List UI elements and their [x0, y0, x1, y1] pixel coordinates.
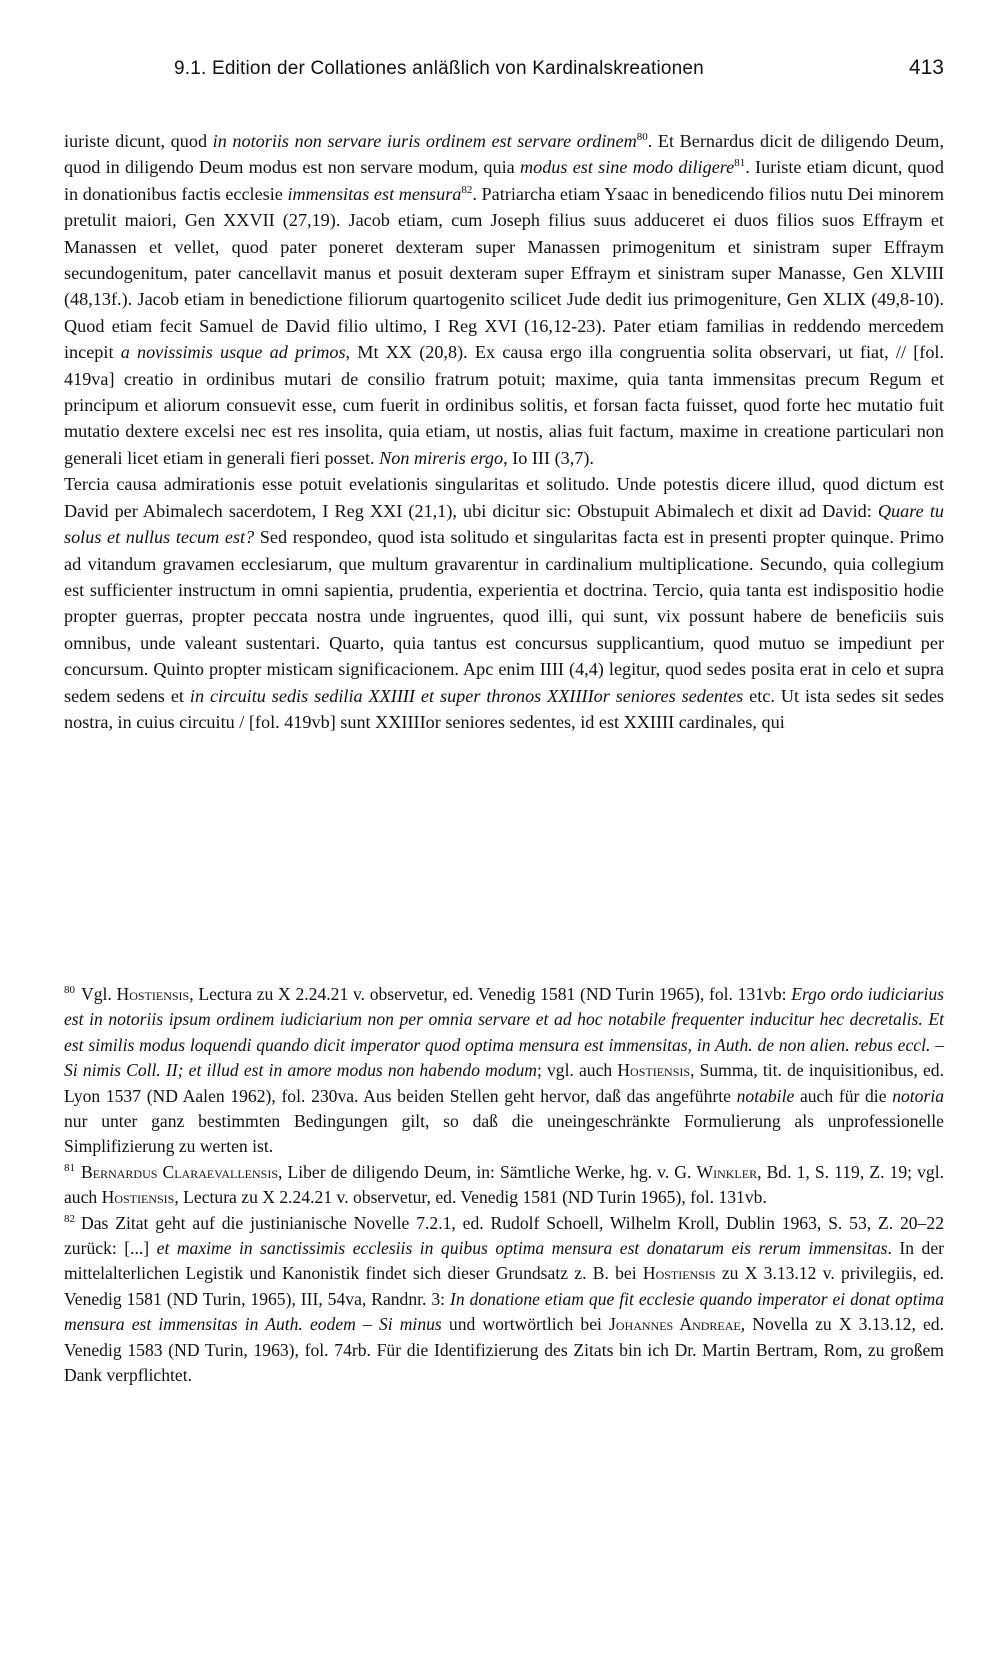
text-run: iuriste dicunt, quod — [64, 131, 213, 151]
term: notoria — [892, 1085, 944, 1106]
quotation: immensitas est mensura — [287, 183, 462, 204]
text-run: , Lectura zu X 2.24.21 v. observetur, ed. Venedig 1581 (ND Turin 1965), fol. 131vb. — [174, 1187, 767, 1208]
footnote-80 — [64, 982, 944, 1160]
paragraph-2 — [64, 471, 944, 735]
text-run: , Novella zu X 3.13.12, ed. Venedig 1583 (ND Turin, 1963), fol. 74rb. Für die Identifizierung des Zitats bin ich Dr. Martin Bertram, Rom, zu großem Dank verpflichtet. — [64, 1314, 944, 1386]
footnote-ref[interactable]: 81 — [734, 157, 746, 170]
text-run: , Lectura zu X 2.24.21 v. observetur, ed. Venedig 1581 (ND Turin 1965), fol. 131vb: — [189, 984, 792, 1004]
footnote-81 — [64, 1160, 944, 1211]
author-name: Hostiensis — [617, 1060, 691, 1081]
quotation: in notoriis non servare iuris ordinem est servare ordinem — [212, 131, 637, 151]
book-page — [64, 52, 944, 1642]
author-name: Winkler — [696, 1161, 758, 1182]
text-run: , Mt XX (20,8). Ex causa ergo illa congruentia solita observari, ut fiat, // [fol. 419va] creatio in ordinibus mutari de consilio fratrum potuit; maxime, quia tanta immensitas precum Regum et principum et aliorum consuevit esse, cum fuerit in ordinibus solitis, et forsan facta fuisset, quod forte hec mutatio fuit mutatio dextere excelsi nec est res insolita, quia etiam, ut nostis, alias fuit factum, maxime in creatione particulari non generali licet etiam in generali fieri posset. — [64, 342, 945, 468]
text-run: , Bd. 1, S. 119, Z. 19; vgl. auch — [64, 1161, 945, 1208]
page-number: 413 — [908, 56, 944, 79]
quotation: et maxime in sanctissimis ecclesiis in quibus optima mensura est donatarum eis rerum immensitas — [156, 1238, 888, 1259]
running-head — [64, 52, 944, 92]
text-run: Sed respondeo, quod ista solitudo et singularitas facta est in presenti propter quinque. Primo ad vitandum gravamen ecclesiarum, que multum gravarentur in cardinalium multiplicatione. Secundo, quia collegium est sufficienter instructum in omni sapientia, prudentia, experientia et doctrina. Tercio, quia tanta est indispositio hodie propter guerras, propter peccata nostra unde ingruentes, quod illi, qui sunt, vix possunt habere de beneficiis suis omnibus, unde valeant sustentari. Quarto, quia tantus est concursus supplicantium, quod mutuo se impediunt per concursum. Quinto propter misticam significacionem. Apc enim IIII (4,4) legitur, quod sedes posita erat in celo et supra sedem sedens et — [64, 527, 944, 706]
chapter-title: 9.1. Edition der Collationes anläßlich von Kardinalskreationen — [174, 58, 704, 79]
quotation: in circuitu sedis sedilia XXIIII et super thronos XXIIIIor seniores sedentes — [189, 685, 744, 706]
text-run: , Summa, tit. de inquisitionibus, ed. Lyon 1537 (ND Aalen 1962), fol. 230va. Aus beiden Stellen geht hervor, daß das angeführte — [64, 1060, 944, 1106]
footnote-ref[interactable]: 80 — [636, 130, 648, 143]
text-run: nur unter ganz bestimmten Bedingungen gilt, so daß die uneingeschränkte Formulierung als unprofessionelle Simplifizierung zu werten ist. — [64, 1111, 944, 1157]
main-text — [64, 128, 944, 735]
text-run: , Liber de diligendo Deum, in: Sämtliche Werke, hg. v. G. — [278, 1161, 697, 1182]
text-run: und wortwörtlich bei — [441, 1314, 610, 1335]
quotation: In donatione etiam que fit ecclesie quando imperator ei donat optima mensura est immensitas in Auth. eodem – Si minus — [64, 1288, 944, 1335]
text-run: zu X 3.13.12 v. privilegiis, ed. Venedig 1581 (ND Turin, 1965), III, 54va, Randnr. 3: — [64, 1263, 944, 1309]
author-name: Hostiensis — [116, 984, 190, 1004]
text-run: . In der mittelalterlichen Legistik und Kanonistik findet sich dieser Grundsatz z. B. bei — [64, 1238, 944, 1284]
author-name: Johannes Andreae — [609, 1314, 741, 1335]
footnote-number: 82 — [64, 1212, 75, 1225]
footnote-ref[interactable]: 82 — [461, 183, 473, 196]
text-run: auch für die — [794, 1085, 893, 1106]
paragraph-1 — [64, 128, 944, 471]
text-run: ; vgl. auch — [536, 1060, 618, 1081]
text-run: Das Zitat geht auf die justinianische Novelle 7.2.1, ed. Rudolf Schoell, Wilhelm Kroll, Dublin 1963, S. 53, Z. 20–22 zurück: [...] — [64, 1212, 944, 1259]
text-run: Vgl. — [81, 984, 117, 1004]
quotation: modus est sine modo diligere — [519, 157, 735, 178]
footnote-82 — [64, 1211, 944, 1389]
quotation: a novissimis usque ad primos — [120, 342, 346, 363]
term: notabile — [736, 1085, 795, 1106]
author-name: Bernardus Claraevallensis — [81, 1161, 279, 1182]
text-run: . Iuriste etiam dicunt, quod in donationibus factis ecclesie — [64, 157, 944, 204]
quotation: Non mireris ergo — [379, 447, 504, 468]
quotation: Ergo ordo iudiciarius est in notoriis ipsum ordinem iudiciarium non per omnia servare et ad hoc notabile frequenter inducitur hec decretalis. Et est similis modus loquendi quando dicit imperator quod optima mensura est immensitas, in Auth. de non alien. rebus eccl. – Si nimis Coll. II; et illud est in amore modus non habendo modum — [64, 984, 944, 1081]
text-run: , Io III (3,7). — [503, 447, 594, 468]
footnotes — [64, 982, 944, 1389]
text-run: . Patriarcha etiam Ysaac in benedicendo filios nutu Dei minorem pretulit maiori, Gen XXVII (27,19). Jacob etiam, cum Joseph filius suus adduceret ei duos filios suos Effraym et Manassen et vellet, quod pater poneret dexteram super Manassen primogenitum et sinistram super Effraym secundogenitum, pater cancellavit manus et posuit dexteram super Effraym et sinistram super Manasse, Gen XLVIII (48,13f.). Jacob etiam in benedictione filiorum quartogenito scilicet Jude dedit ius primogeniture, Gen XLIX (49,8-10). Quod etiam fecit Samuel de David filio ultimo, I Reg XVI (16,12-23). Pater etiam familias in reddendo mercedem incepit — [64, 183, 944, 363]
footnote-number: 81 — [64, 1161, 75, 1174]
text-run: etc. Ut ista sedes sit sedes nostra, in cuius circuitu / [fol. 419vb] sunt XXIIIIor seniores sedentes, id est XXIIII cardinales, qui — [64, 685, 945, 732]
text-run: . Et Bernardus dicit de diligendo Deum, quod in diligendo Deum modus est non servare modum, quia — [64, 131, 944, 178]
text-run: Tercia causa admirationis esse potuit evelationis singularitas et solitudo. Unde potestis dicere illud, quod dictum est David per Abimalech sacerdotem, I Reg XXI (21,1), ubi dicitur sic: Obstupuit Abimalech et dixit ad David: — [64, 474, 944, 521]
quotation: Quare tu solus et nullus tecum est? — [64, 500, 944, 548]
author-name: Hostiensis — [642, 1263, 716, 1284]
footnote-number: 80 — [64, 984, 75, 997]
author-name: Hostiensis — [101, 1187, 175, 1208]
